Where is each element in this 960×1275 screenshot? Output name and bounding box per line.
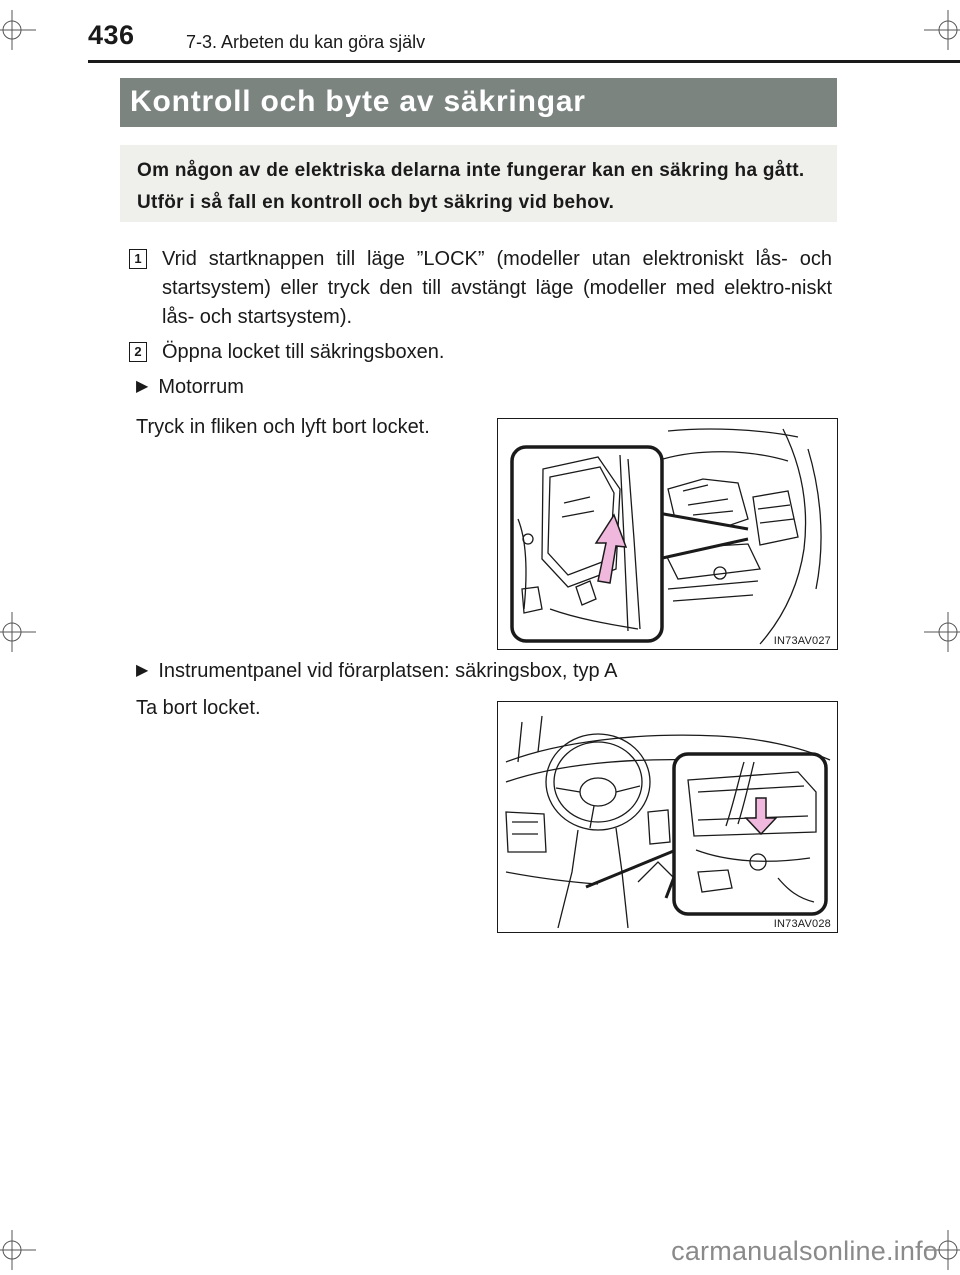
intro-box xyxy=(120,145,837,222)
crop-mark-top-left xyxy=(0,10,40,50)
instruction-text: Ta bort locket. xyxy=(136,697,261,719)
header-rule xyxy=(88,60,960,63)
page-title: Kontroll och byte av säkringar xyxy=(130,85,586,118)
step-number-badge: 1 xyxy=(129,249,147,269)
crop-mark-mid-left xyxy=(0,612,40,652)
crop-mark-mid-right xyxy=(920,612,960,652)
watermark: carmanualsonline.info xyxy=(671,1236,938,1266)
page-number: 436 xyxy=(88,20,135,50)
step-text: Vrid startknappen till läge ”LOCK” (modeller utan elektroniskt lås- och startsystem) eller tryck den till avstängt läge (modeller med elektro-niskt lås- och startsystem). xyxy=(162,248,832,328)
bullet-heading: ▶ Motorrum xyxy=(136,372,244,402)
step-text: Öppna locket till säkringsboxen. xyxy=(162,341,445,363)
intro-text: Om någon av de elektriska delarna inte fungerar kan en säkring ha gått. Utför i så fall en kontroll och byt säkring vid behov. xyxy=(137,160,805,213)
instruction-text: Tryck in fliken och lyft bort locket. xyxy=(136,416,430,438)
bullet-heading: ▶ Instrumentpanel vid förarplatsen: säkringsbox, typ A xyxy=(136,656,617,686)
crop-mark-top-right xyxy=(920,10,960,50)
right-triangle-icon: ▶ xyxy=(136,378,149,395)
figure-code: IN73AV027 xyxy=(773,635,831,647)
step-number-badge: 2 xyxy=(129,342,147,362)
engine-fuse-box-figure xyxy=(497,418,838,650)
running-header: 7-3. Arbeten du kan göra själv xyxy=(186,32,426,52)
figure-code: IN73AV028 xyxy=(773,918,831,930)
crop-mark-bottom-left xyxy=(0,1230,40,1270)
instrument-panel-fuse-box-figure xyxy=(497,701,838,933)
right-triangle-icon: ▶ xyxy=(136,662,149,679)
section-title-bar xyxy=(120,78,837,127)
